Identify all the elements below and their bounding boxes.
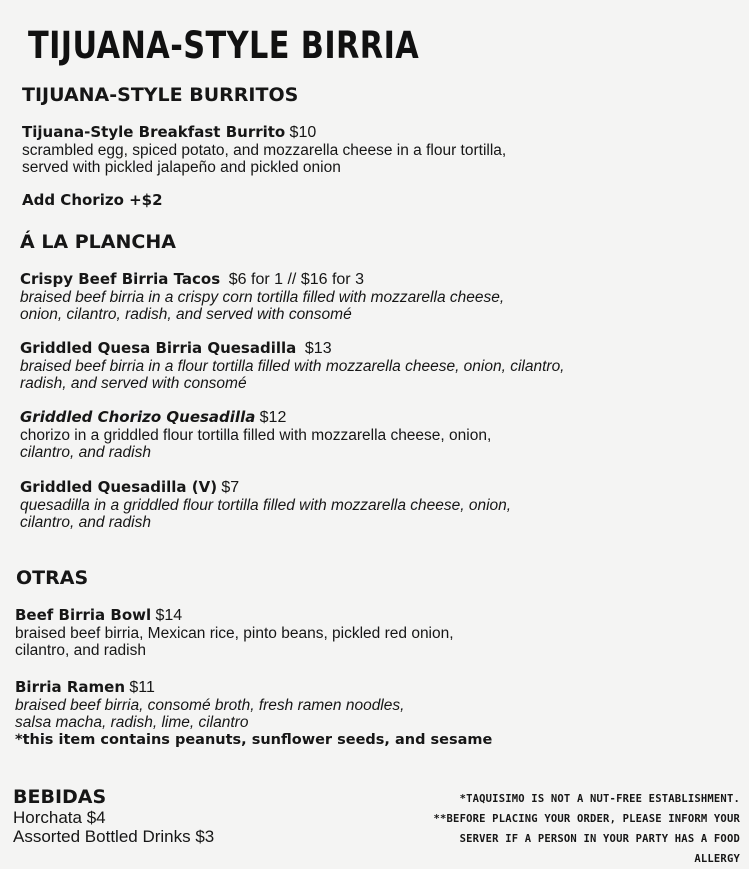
item-description: scrambled egg, spiced potato, and mozzarella cheese in a flour tortilla, xyxy=(22,141,507,159)
item-description-cont: cilantro, and radish xyxy=(15,642,146,659)
item-name: Griddled Quesadilla (V) xyxy=(20,478,218,496)
item-description: braised beef birria in a flour tortilla filled with mozzarella cheese, onion, cilantro, xyxy=(20,357,565,375)
item-description-cont: served with pickled jalapeño and pickled onion xyxy=(22,159,341,176)
menu-item-birria-ramen xyxy=(15,679,492,749)
item-description: quesadilla in a griddled flour tortilla filled with mozzarella cheese, onion, xyxy=(20,496,512,514)
menu-item-quesadilla-v xyxy=(20,479,511,532)
bebidas-section xyxy=(13,786,214,846)
section-heading-otras: OTRAS xyxy=(16,567,89,589)
item-name: Griddled Quesa Birria Quesadilla xyxy=(20,339,297,357)
disclaimer-line-2: **BEFORE PLACING YOUR ORDER, PLEASE INFORM YOUR xyxy=(433,813,740,825)
menu-item-breakfast-burrito xyxy=(22,124,506,177)
section-heading-burritos: TIJUANA-STYLE BURRITOS xyxy=(22,84,299,106)
allergen-note: *this item contains peanuts, sunflower seeds, and sesame xyxy=(15,731,493,748)
menu-item-crispy-tacos xyxy=(20,271,504,324)
menu-item-chorizo-quesadilla xyxy=(20,409,491,462)
item-price: $10 xyxy=(289,124,317,141)
addon-label: Add Chorizo +$2 xyxy=(22,191,163,209)
item-description: braised beef birria, Mexican rice, pinto beans, pickled red onion, xyxy=(15,624,454,642)
item-description: chorizo in a griddled flour tortilla filled with mozzarella cheese, onion, xyxy=(20,426,492,444)
item-price: $6 for 1 // $16 for 3 xyxy=(228,271,364,288)
item-price: $7 xyxy=(221,479,240,496)
item-description-cont: onion, cilantro, radish, and served with consomé xyxy=(20,306,352,323)
section-heading-bebidas: BEBIDAS xyxy=(13,786,107,808)
item-description-cont: radish, and served with consomé xyxy=(20,375,247,392)
item-description-cont: cilantro, and radish xyxy=(20,444,151,461)
item-name: Tijuana-Style Breakfast Burrito xyxy=(22,123,286,141)
menu-item-birria-bowl xyxy=(15,607,454,660)
item-name: Crispy Beef Birria Tacos xyxy=(20,270,221,288)
item-name: Griddled Chorizo Quesadilla xyxy=(20,408,256,426)
menu-title: TIJUANA-STYLE BIRRIA xyxy=(28,24,420,67)
item-description: braised beef birria in a crispy corn tortilla filled with mozzarella cheese, xyxy=(20,288,505,306)
item-price: $12 xyxy=(259,409,287,426)
drink-item-bottled: Assorted Bottled Drinks $3 xyxy=(13,827,215,846)
menu-item-quesa-birria xyxy=(20,340,565,393)
item-price: $14 xyxy=(155,607,183,624)
item-name: Birria Ramen xyxy=(15,678,126,696)
item-description-cont: salsa macha, radish, lime, cilantro xyxy=(15,714,249,731)
disclaimer-line-3: SERVER IF A PERSON IN YOUR PARTY HAS A FOOD ALLERGY xyxy=(459,833,740,865)
item-name: Beef Birria Bowl xyxy=(15,606,152,624)
allergy-disclaimer xyxy=(420,789,740,869)
item-price: $11 xyxy=(129,679,155,696)
item-price: $13 xyxy=(304,340,332,357)
addon-chorizo xyxy=(22,192,163,210)
drink-item-horchata: Horchata $4 xyxy=(13,808,106,827)
disclaimer-line-1: *TAQUISIMO IS NOT A NUT-FREE ESTABLISHMENT. xyxy=(459,793,740,805)
item-description: braised beef birria, consomé broth, fresh ramen noodles, xyxy=(15,696,405,714)
item-description-cont: cilantro, and radish xyxy=(20,514,151,531)
section-heading-plancha: Á LA PLANCHA xyxy=(20,231,176,253)
